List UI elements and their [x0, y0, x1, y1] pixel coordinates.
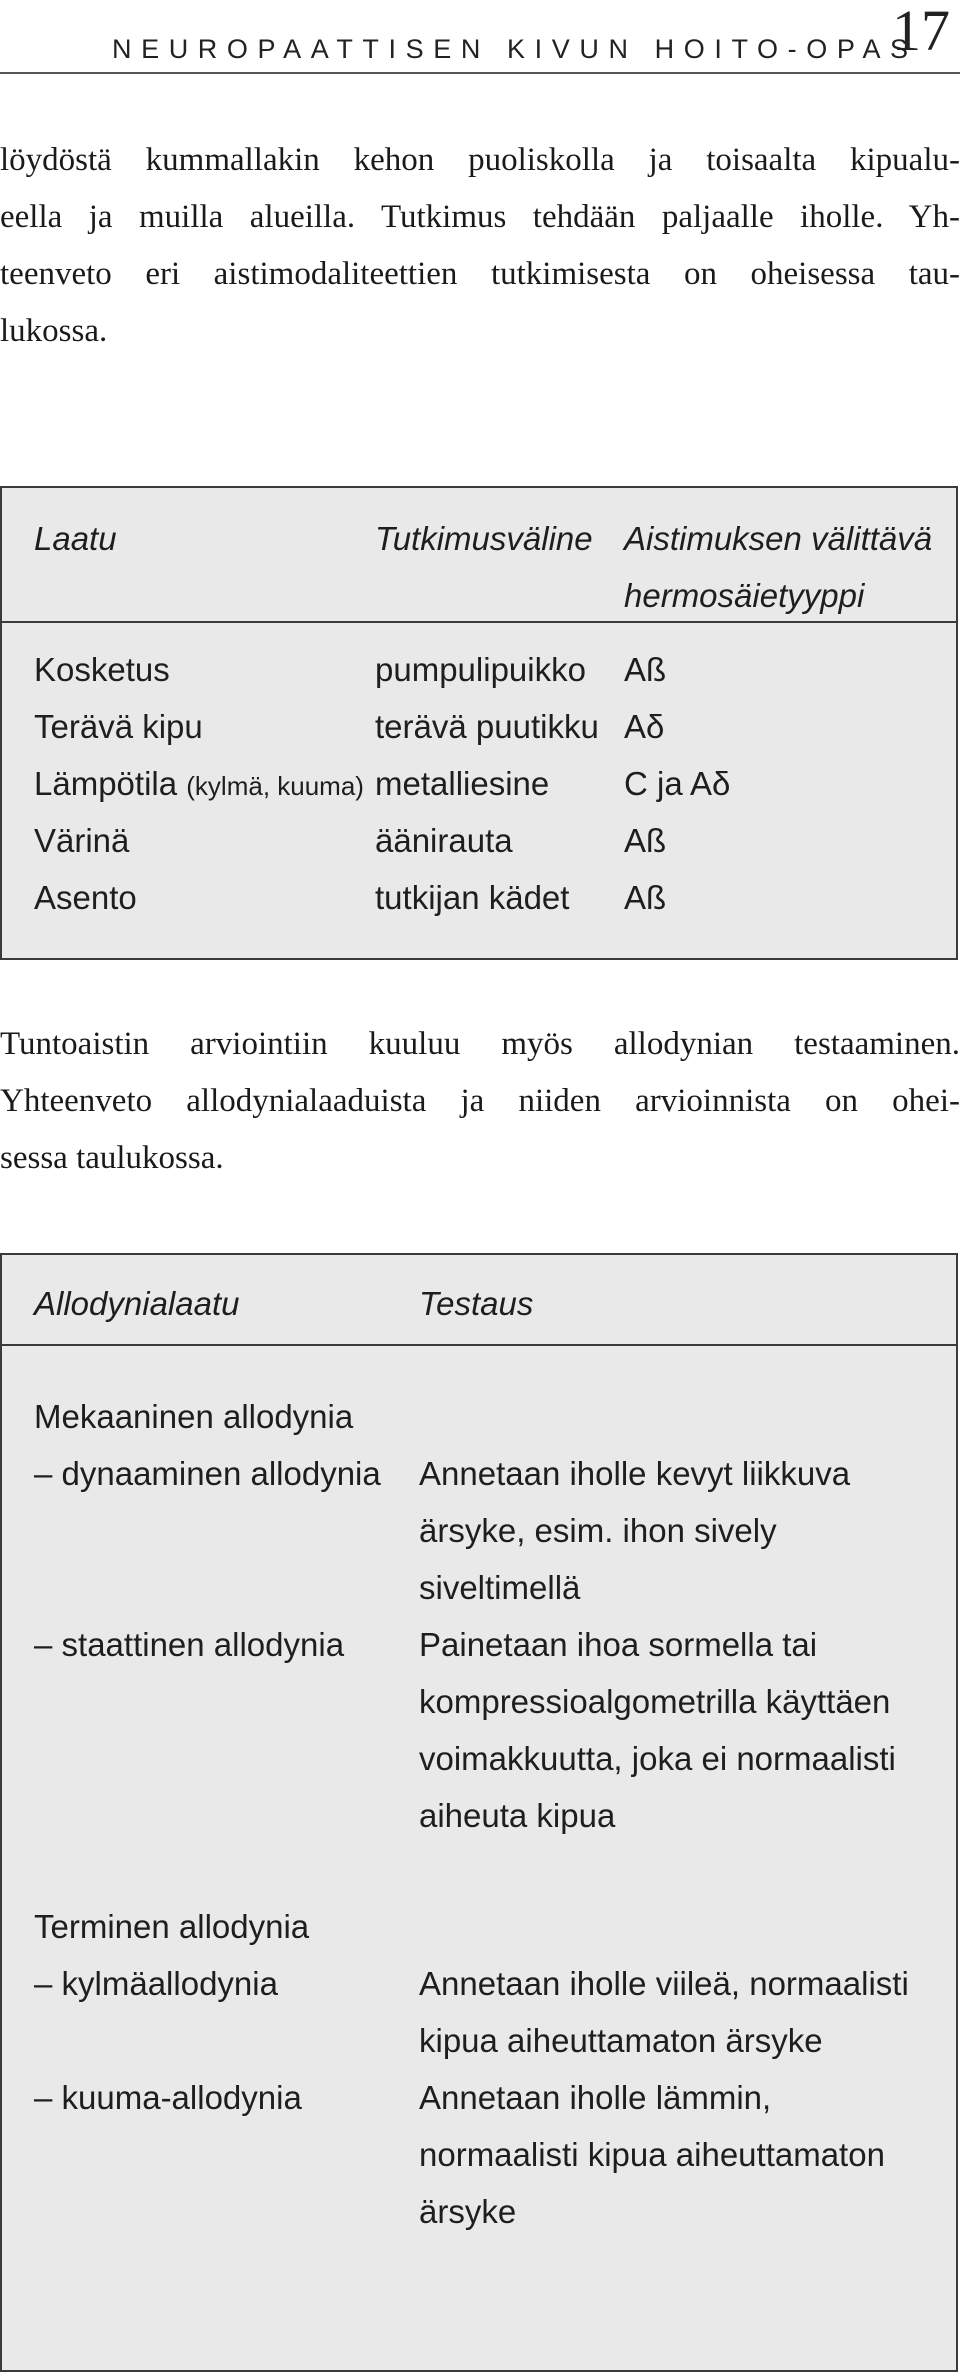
page-header: [0, 0, 960, 75]
paragraph-line: lukossa.: [0, 313, 108, 349]
paragraph-line: sessa taulukossa.: [0, 1140, 224, 1176]
test-description: Annetaan iholle viileä, normaalisti kipua aiheuttamaton ärsyke: [419, 1965, 909, 2059]
middle-paragraph: [0, 1016, 960, 1187]
header-rule: [0, 72, 960, 74]
allodynia-subtype: – kylmäallodynia: [34, 1965, 278, 2002]
column-header-allodynia-type: Allodynialaatu: [34, 1285, 240, 1322]
test-description: Painetaan ihoa sormella tai kompressioalgometrilla käyttäen voimakkuutta, joka ei normaalisti aiheuta kipua: [419, 1626, 896, 1834]
header-divider: [2, 1344, 956, 1346]
test-description: Annetaan iholle kevyt liikkuva ärsyke, esim. ihon sively siveltimellä: [419, 1455, 851, 1606]
paragraph-line: teenveto eri aistimodaliteettien tutkimisesta on oheisessa tau-: [0, 256, 960, 292]
group-title: Terminen allodynia: [34, 1908, 310, 1945]
page-number: 17: [892, 0, 950, 63]
row-quality: Kosketus: [34, 651, 170, 688]
running-title: NEUROPAATTISEN KIVUN HOITO-OPAS: [112, 34, 918, 64]
paragraph-line: eella ja muilla alueilla. Tutkimus tehdään paljaalle iholle. Yh-: [0, 199, 960, 235]
header-divider: [2, 621, 956, 623]
row-instrument: terävä puutikku: [375, 708, 599, 745]
allodynia-subtype: – kuuma-allodynia: [34, 2079, 302, 2116]
row-fiber-type: Aß: [624, 651, 667, 688]
row-fiber-type: C ja Aδ: [624, 765, 731, 802]
row-quality: Värinä: [34, 822, 130, 859]
row-fiber-type: Aß: [624, 879, 667, 916]
allodynia-subtype: – dynaaminen allodynia: [34, 1455, 381, 1492]
paragraph-line: Tuntoaistin arviointiin kuuluu myös allodynian testaaminen.: [0, 1026, 960, 1062]
row-quality: Lämpötila (kylmä, kuuma): [34, 765, 364, 802]
allodynia-table: [0, 1253, 958, 2372]
column-header-fiber-type: Aistimuksen välittävä hermosäietyyppi: [624, 520, 933, 614]
row-fiber-type: Aß: [624, 822, 667, 859]
row-instrument: pumpulipuikko: [375, 651, 586, 688]
row-quality: Asento: [34, 879, 137, 916]
allodynia-subtype: – staattinen allodynia: [34, 1626, 345, 1663]
paragraph-line: Yhteenveto allodynialaaduista ja niiden arvioinnista on ohei-: [0, 1083, 960, 1119]
row-instrument: tutkijan kädet: [375, 879, 570, 916]
test-description: Annetaan iholle lämmin, normaalisti kipua aiheuttamaton ärsyke: [419, 2079, 885, 2230]
row-fiber-type: Aδ: [624, 708, 665, 745]
intro-paragraph: [0, 132, 960, 360]
group-title: Mekaaninen allodynia: [34, 1398, 354, 1435]
sensory-modality-table: [0, 486, 958, 960]
row-instrument: äänirauta: [375, 822, 513, 859]
row-quality: Terävä kipu: [34, 708, 203, 745]
column-header-instrument: Tutkimusväline: [375, 520, 593, 557]
row-instrument: metalliesine: [375, 765, 550, 802]
column-header-quality: Laatu: [34, 520, 117, 557]
paragraph-line: löydöstä kummallakin kehon puoliskolla ja toisaalta kipualu-: [0, 142, 960, 178]
column-header-testing: Testaus: [419, 1285, 534, 1322]
